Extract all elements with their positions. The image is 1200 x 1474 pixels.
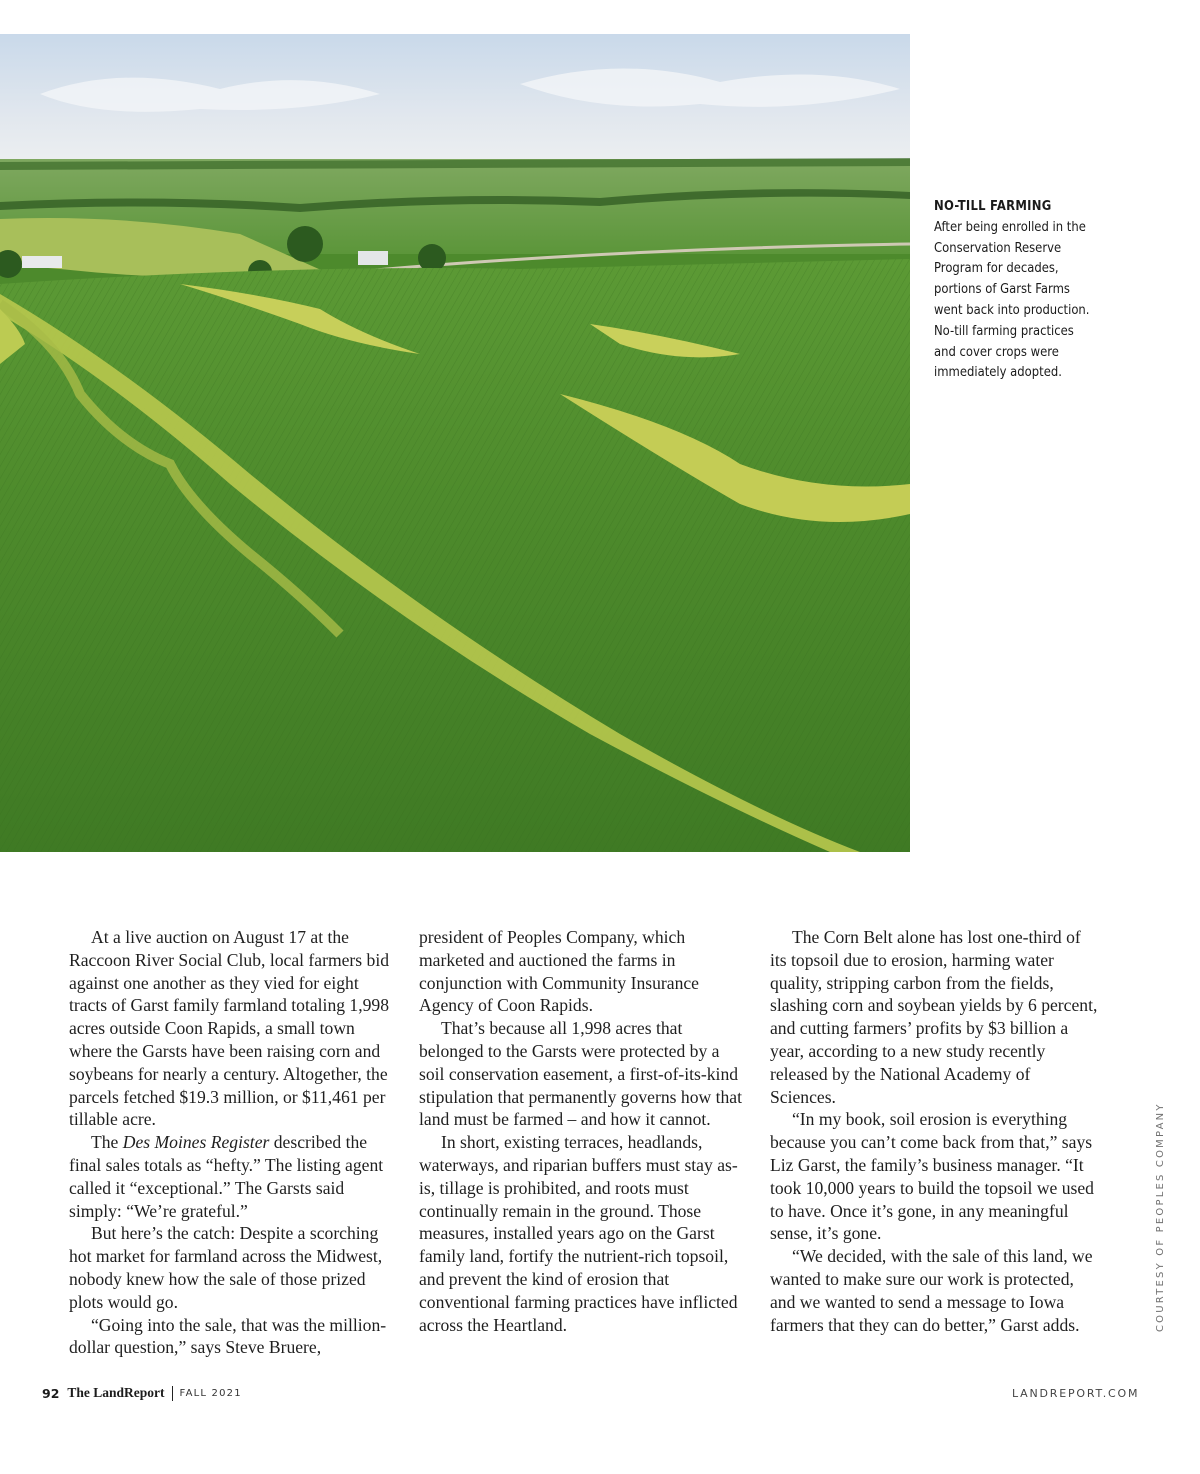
paragraph: president of Peoples Company, which marketed and auctioned the farms in conjunction with Community Insurance Agency of Coon Rapids. — [419, 927, 699, 1016]
article-column-2 — [419, 926, 749, 1336]
text-run: described the final sales totals as “hefty.” The listing agent called it “exceptional.” The Garsts said simply: “We’re grateful.” — [69, 1132, 384, 1221]
divider — [172, 1386, 173, 1401]
paragraph: “In my book, soil erosion is everything because you can’t come back from that,” says Liz Garst, the family’s business manager. “It took 10,000 years to build the topsoil we used to have. Once it’s gone, in any meaningful sense, it’s gone. — [770, 1109, 1094, 1244]
paragraph: At a live auction on August 17 at the Raccoon River Social Club, local farmers bid against one another as they vied for eight tracts of Garst family farmland totaling 1,998 acres outside Coon Rapids, a small town where the Garsts have been raising corn and soybeans for nearly a century. Altogether, the parcels fetched $19.3 million, or $11,461 per tillable acre. — [69, 927, 390, 1130]
caption-text: After being enrolled in the Conservation Reserve Program for decades, portions of Garst Farms went back into production. No-till farming practices and cover crops were immediately adopted. — [934, 218, 1090, 381]
photo-credit: COURTESY OF PEOPLES COMPANY — [1155, 1102, 1166, 1332]
paragraph — [69, 1131, 399, 1222]
publication-name: Des Moines Register — [122, 1132, 270, 1153]
main-field-rows — [0, 259, 910, 852]
photo-caption — [934, 196, 1090, 383]
barn — [22, 256, 62, 268]
paragraph: “We decided, with the sale of this land, we wanted to make sure our work is protected, and we wanted to send a message to Iowa farmers that they can do better,” Garst adds. — [770, 1246, 1093, 1335]
tree — [418, 244, 446, 272]
issue-label: FALL 2021 — [179, 1387, 242, 1399]
aerial-farmland-photo — [0, 34, 910, 852]
farmland-illustration — [0, 34, 910, 852]
paragraph: That’s because all 1,998 acres that belonged to the Garsts were protected by a soil conservation easement, a first-of-its-kind stipulation that permanently governs how that land must be farmed – and how it cannot. — [419, 1018, 742, 1130]
article-column-1 — [69, 926, 399, 1359]
barn — [358, 251, 388, 265]
paragraph: But here’s the catch: Despite a scorching hot market for farmland across the Midwest, nobody knew how the sale of those prized plots would go. — [69, 1223, 383, 1312]
magazine-logo: The LandReport — [67, 1385, 165, 1400]
page-number: 92 — [42, 1385, 60, 1401]
paragraph: In short, existing terraces, headlands, waterways, and riparian buffers must stay as-is, tillage is prohibited, and roots must continually remain in the ground. Those measures, installed years ago on the Garst family land, fortify the nutrient-rich topsoil, and prevent the kind of erosion that conventional farming practices have inflicted across the Heartland. — [419, 1132, 738, 1335]
page-footer — [42, 1385, 242, 1401]
article-column-3 — [770, 926, 1100, 1336]
paragraph: The Corn Belt alone has lost one-third of its topsoil due to erosion, harming water quality, stripping carbon from the fields, slashing corn and soybean yields by 6 percent, and cutting farmers’ profits by $3 billion a year, according to a new study recently released by the National Academy of Sciences. — [770, 927, 1098, 1107]
paragraph: “Going into the sale, that was the million-dollar question,” says Steve Bruere, — [69, 1314, 387, 1358]
text-run: The — [91, 1132, 123, 1153]
caption-heading: NO-TILL FARMING — [934, 198, 1052, 214]
website-url: LANDREPORT.COM — [1012, 1387, 1140, 1400]
tree — [287, 226, 323, 262]
